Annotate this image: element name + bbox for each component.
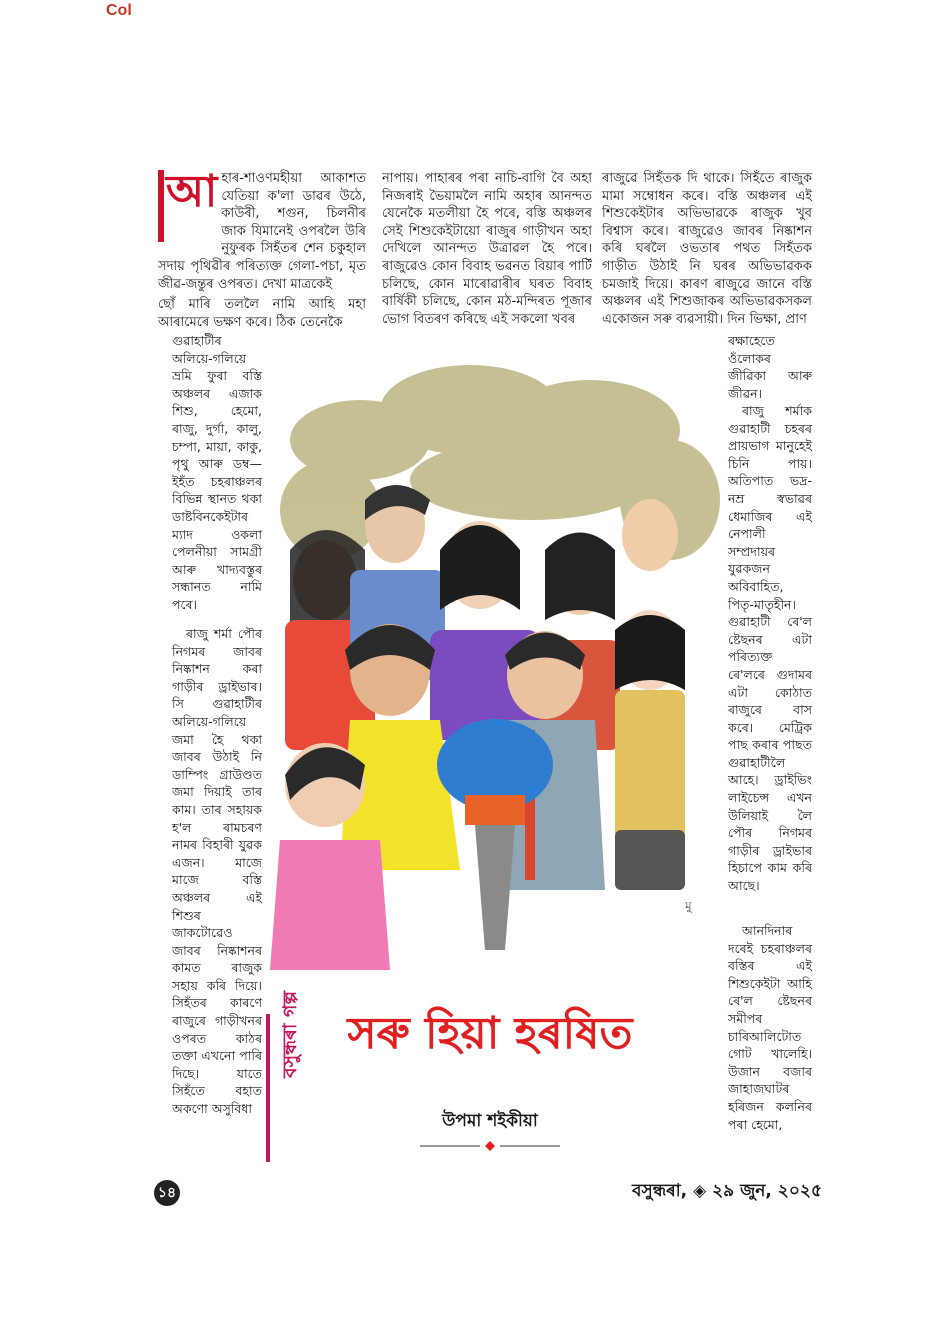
col1-para2: ছোঁ মাৰি তললৈ নামি আহি মহা আৰামেৰে ভক্ষণ কৰে। ঠিক তেনেকৈ <box>158 297 366 330</box>
section-tag <box>258 990 301 1164</box>
page-number: ১৪ <box>154 1180 180 1206</box>
col1-text1: হাৰ-শাওণমহীয়া আকাশত যেতিয়া ক'লা ডাৱৰ উঠে, কাউৰী, শগুন, চিলনীৰ জাক যিমানেই ওপৰলৈ উৰি নুফুৰক সিহঁতৰ শেন চকুহাল সদায় পৃথিৱীৰ পৰিত্যক্ত গেলা-পচা, মৃত জীৱ-জন্তুৰ ওপৰত। দেখা মাত্ৰকেই <box>158 171 366 292</box>
footer-date: ২৯ জুন, ২০২৫ <box>712 1181 822 1201</box>
illustrator-signature: মু <box>685 899 692 913</box>
col1-para1 <box>158 166 366 293</box>
corner-tag: Col <box>106 2 132 19</box>
children-crowd-illustration <box>270 350 720 970</box>
footer-magazine: বসুন্ধৰা, <box>632 1181 688 1201</box>
dropcap: আ <box>158 170 217 242</box>
section-tag-bar <box>266 1014 270 1162</box>
author-ornament-icon <box>420 1140 560 1152</box>
diamond-icon: ◈ <box>693 1181 707 1201</box>
col3-para2: ৰক্ষাহেতে ওঁলোকৰ জীৱিকা আৰু জীৱন। <box>728 333 812 401</box>
section-tag-label: বসুন্ধৰা গল্প <box>279 990 301 1078</box>
footer <box>612 1178 822 1206</box>
col2-para1: নাপায়। পাহাৰৰ পৰা নাচি-বাগি বৈ অহা নিজৰাই ভৈয়ামলৈ নামি অহাৰ আনন্দত যেনেকৈ মতলীয়া হৈ পৰে, বস্তি অঞ্চলৰ সেই শিশুকেইটায়ো ৰাজুৰ গাড়ীখন অহা দেখিলে আনন্দত উত্ৰাৱল হৈ পৰে। ৰাজুৱেও কোন বিবাহ ভৱনত বিয়াৰ পাৰ্টি চলিছে, কোন মাৰোৱাৰীৰ ঘৰত বিবাহ বাৰ্ষিকী চলিছে, কোন মঠ-মন্দিৰত পূজাৰ ভোগ বিতৰণ কৰিছে এই সকলো খবৰ <box>382 171 592 327</box>
author-name: উপমা শইকীয়া <box>442 1111 538 1131</box>
col3-para4: আনদিনাৰ দৰেই চহৰাঞ্চলৰ বস্তিৰ এই শিশুকেইটা আহি ৰে'ল ষ্টেছনৰ সমীপৰ চাৰিআলিটোত গোট খালেহি। উজান বজাৰ জাহাজঘাটৰ হৰিজন কলনিৰ পৰা হেমো, <box>728 923 812 1132</box>
col1-para3: গুৱাহাটীৰ অলিয়ে-গলিয়ে ভ্ৰমি ফুৰা বস্তি অঞ্চলৰ এজাক শিশু, হেমো, ৰাজু, দুৰ্গা, কালু, চম্পা, মায়া, কাকু, পৃথু আৰু ডম্ব— ইহঁত চহৰাঞ্চলৰ বিভিন্ন স্থানত থকা ডাষ্টবিনকেইটাৰ ম্যাদ ওকলা পেলনীয়া সামগ্ৰী আৰু খাদ্যবস্তুৰ সন্ধানত নামি পৰে। <box>172 333 262 612</box>
col1-para4: ৰাজু শৰ্মা পৌৰ নিগমৰ জাবৰ নিষ্কাশন কৰা গাড়ীৰ ড্ৰাইভাৰ। সি গুৱাহাটীৰ অলিয়ে-গলিয়ে জমা হৈ থকা জাবৰ উঠাই নি ডাম্পিং গ্ৰাউণ্ডত জমা দিয়াই তাৰ কাম। তাৰ সহায়ক হ'ল ৰামচৰণ নামৰ বিহাৰী যুৱক এজন। মাজে মাজে বস্তি অঞ্চলৰ এই শিশুৰ জাকটোৱেও জাবৰ নিষ্কাশনৰ কামত ৰাজুক সহায় কৰি দিয়ে। সিহঁতৰ কাৰণে ৰাজুৰে গাড়ীখনৰ ওপৰত কাঠৰ তক্তা এখনো পাৰি দিছে। যাতে সিহঁতে বহাত অকণো অসুবিধা <box>172 626 262 1117</box>
story-headline: সৰু হিয়া হৰষিত <box>347 1008 633 1059</box>
col3-para3: ৰাজু শৰ্মাক গুৱাহাটী চহৰৰ প্ৰায়ভাগ মানুহেই চিনি পায়। অতিপাত ভদ্ৰ-নম্ৰ স্বভাৱৰ ধেমাজিৰ এই নেপালী সম্প্ৰদায়ৰ যুৱকজন অবিবাহিত, পিতৃ-মাতৃহীন। গুৱাহাটী ৰে'ল ষ্টেছনৰ এটা পৰিত্যক্ত ৰে'লৰে গুদামৰ এটা কোঠাত ৰাজুৰে বাস কৰে। মেট্ৰিক পাছ কৰাৰ পাছত গুৱাহাটীলৈ আহে। ড্ৰাইভিং লাইচেন্স এখন উলিয়াই লৈ পৌৰ নিগমৰ গাড়ীৰ ড্ৰাইভাৰ হিচাপে কাম কৰি আছে। <box>728 403 812 894</box>
col3-para1: ৰাজুৱে সিহঁতক দি থাকে। সিহঁতে ৰাজুক মামা সম্বোধন কৰে। বস্তি অঞ্চলৰ এই শিশুকেইটাৰ অভিভাৱকে ৰাজুক খুব বিশ্বাস কৰে। ৰাজুৱেও জাবৰ নিষ্কাশন কৰি ঘৰলৈ ওভতাৰ পথত সিহঁতক গাড়ীত উঠাই নি ঘৰৰ অভিভাৱকক চমজাই দিয়ে। কাৰণ ৰাজুৱে জানে বস্তি অঞ্চলৰ এই শিশুজাকৰ অভিভাৱকসকল একোজন সৰু ব্যৱসায়ী। দিন ভিক্ষা, প্ৰাণ <box>602 171 812 327</box>
